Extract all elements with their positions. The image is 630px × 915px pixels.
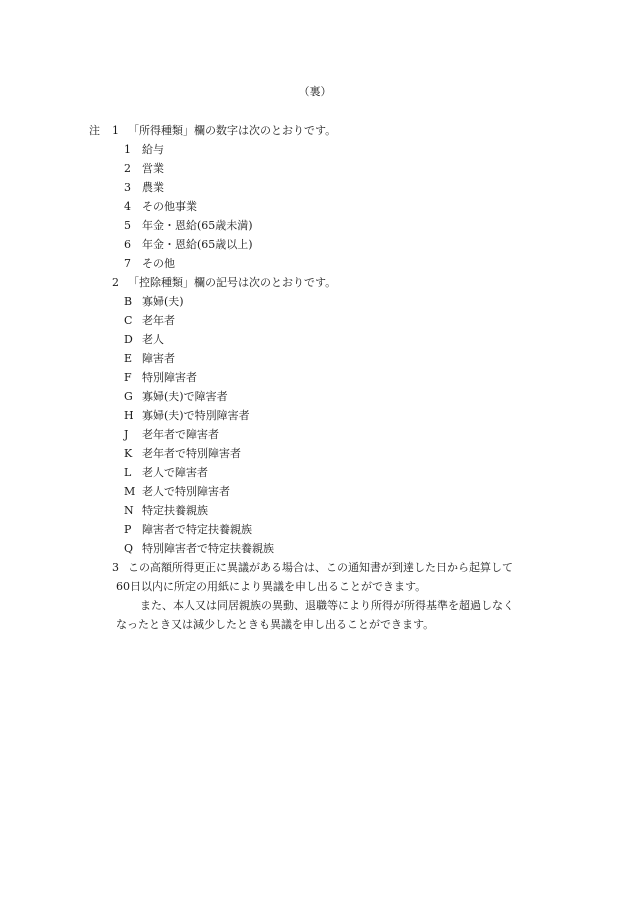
item-text: 年金・恩給(65歳未満) [142,219,253,232]
item-text: 障害者 [142,352,175,365]
item-code: B [124,295,133,308]
item-code: 4 [124,200,131,213]
list-item [0,501,630,520]
note-3-text: なったとき又は減少したときも異議を申し出ることができます。 [116,618,435,631]
list-item [0,520,630,539]
list-item [0,330,630,349]
item-code: P [124,523,132,536]
item-code: E [124,352,133,365]
page-side-heading: （裏） [298,85,332,98]
item-text: 障害者で特定扶養親族 [142,523,252,536]
item-text: 寡婦(夫) [142,295,184,308]
item-text: 老人 [142,333,164,346]
list-item [0,444,630,463]
item-text: 給与 [142,143,164,156]
item-code: 5 [124,219,131,232]
note-2-title: 「控除種類」欄の記号は次のとおりです。 [128,276,337,289]
income-type-list [0,140,630,273]
list-item [0,425,630,444]
list-item [0,387,630,406]
list-item [0,368,630,387]
note-3-paragraph [0,558,630,634]
item-text: 老年者 [142,314,175,327]
list-item [0,197,630,216]
item-text: 老年者で障害者 [142,428,219,441]
item-code: 3 [124,181,131,194]
item-code: 7 [124,257,131,270]
note-1-title: 「所得種類」欄の数字は次のとおりです。 [128,124,337,137]
list-item [0,235,630,254]
list-item [0,178,630,197]
notes-section [0,121,630,634]
list-item [0,463,630,482]
item-code: 2 [124,162,131,175]
item-text: 老年者で特別障害者 [142,447,241,460]
item-code: D [124,333,133,346]
item-text: 営業 [142,162,164,175]
item-text: 特別障害者 [142,371,197,384]
item-code: M [124,485,136,498]
item-text: 特別障害者で特定扶養親族 [142,542,274,555]
note-2-title-row [0,273,630,292]
note-3-line-4 [0,615,630,634]
item-text: その他 [142,257,175,270]
list-item [0,254,630,273]
list-item [0,216,630,235]
item-code: H [124,409,134,422]
note-3-line-3 [0,596,630,615]
item-code: Q [124,542,134,555]
item-text: 年金・恩給(65歳以上) [142,238,253,251]
item-code: J [124,428,129,441]
list-item [0,539,630,558]
note-2-number: 2 [112,276,119,289]
list-item [0,311,630,330]
item-code: K [124,447,133,460]
item-code: C [124,314,133,327]
item-text: 老人で障害者 [142,466,208,479]
note-3-text: また、本人又は同居親族の異動、退職等により所得が所得基準を超過しなく [140,599,514,612]
note-3-text: この高額所得更正に異議がある場合は、この通知書が到達した日から起算して [128,561,513,574]
item-text: 寡婦(夫)で特別障害者 [142,409,250,422]
list-item [0,482,630,501]
item-code: 1 [124,143,131,156]
item-code: N [124,504,134,517]
item-text: 老人で特別障害者 [142,485,230,498]
note-1-number: 1 [112,124,119,137]
item-code: 6 [124,238,131,251]
list-item [0,292,630,311]
deduction-type-list [0,292,630,558]
item-code: F [124,371,132,384]
item-code: G [124,390,133,403]
note-label: 注 [89,124,100,137]
note-1-title-row [0,121,630,140]
note-3-line-2 [0,577,630,596]
note-3-number: 3 [112,561,119,574]
list-item [0,349,630,368]
list-item [0,159,630,178]
list-item [0,406,630,425]
item-code: L [124,466,132,479]
note-3-text: 60日以内に所定の用紙により異議を申し出ることができます。 [116,580,427,593]
item-text: 寡婦(夫)で障害者 [142,390,228,403]
item-text: その他事業 [142,200,197,213]
item-text: 農業 [142,181,164,194]
note-3-line-1 [0,558,630,577]
list-item [0,140,630,159]
item-text: 特定扶養親族 [142,504,208,517]
